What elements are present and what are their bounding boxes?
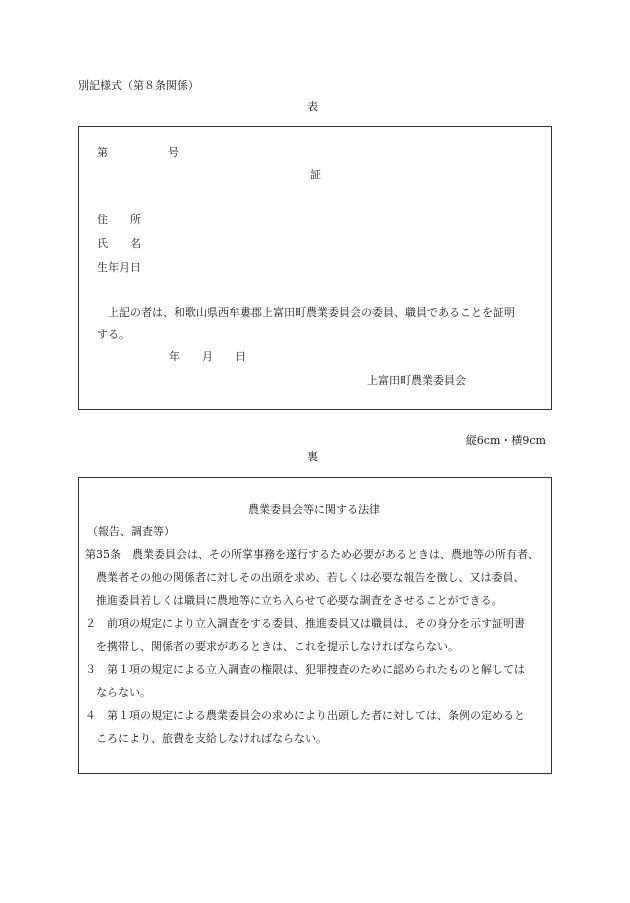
- form-label: 別記様式（第８条関係）: [78, 79, 199, 92]
- law-line: ３ 第１項の規定による立入調査の権限は、犯罪捜査のために認められたものと解しては: [85, 663, 525, 676]
- issue-date: 年 月 日: [169, 350, 246, 363]
- issuer-name: 上富田町農業委員会: [367, 374, 466, 387]
- certificate-title: 証: [310, 168, 321, 181]
- field-name: 氏 名: [97, 237, 141, 250]
- statement-line-1: 上記の者は、和歌山県西牟婁郡上富田町農業委員会の委員、職員であることを証明: [108, 306, 515, 319]
- back-side-label: 裏: [307, 450, 318, 463]
- front-card: [78, 126, 552, 410]
- law-line: ２ 前項の規定により立入調査をする委員、推進委員又は職員は、その身分を示す証明書: [85, 617, 525, 630]
- law-line: を携帯し、関係者の要求があるときは、これを提示しなければならない。: [96, 640, 459, 653]
- law-line: 農業者その他の関係者に対しその出頭を求め、若しくは必要な報告を徴し、又は委員、: [96, 571, 525, 584]
- field-address: 住 所: [97, 213, 141, 226]
- law-line: 推進委員若しくは職員に農地等に立ち入らせて必要な調査をさせることができる。: [96, 594, 503, 607]
- size-note: 縦6cm・横9cm: [465, 434, 546, 447]
- field-birth: 生年月日: [97, 261, 141, 274]
- back-card: [78, 477, 552, 774]
- front-side-label: 表: [307, 100, 318, 113]
- law-line: ころにより、旅費を支給しなければならない。: [96, 732, 327, 745]
- number-prefix: 第: [97, 146, 108, 159]
- law-line: ４ 第１項の規定による農業委員会の求めにより出頭した者に対しては、条例の定めると: [85, 709, 525, 722]
- section-heading: （報告、調査等）: [87, 525, 175, 538]
- law-title: 農業委員会等に関する法律: [248, 503, 380, 516]
- law-line: ならない。: [96, 686, 151, 699]
- number-suffix: 号: [168, 146, 179, 159]
- statement-line-2: する。: [97, 328, 130, 341]
- law-line: 第35条 農業委員会は、その所掌事務を遂行するため必要があるときは、農地等の所有者、: [85, 548, 539, 561]
